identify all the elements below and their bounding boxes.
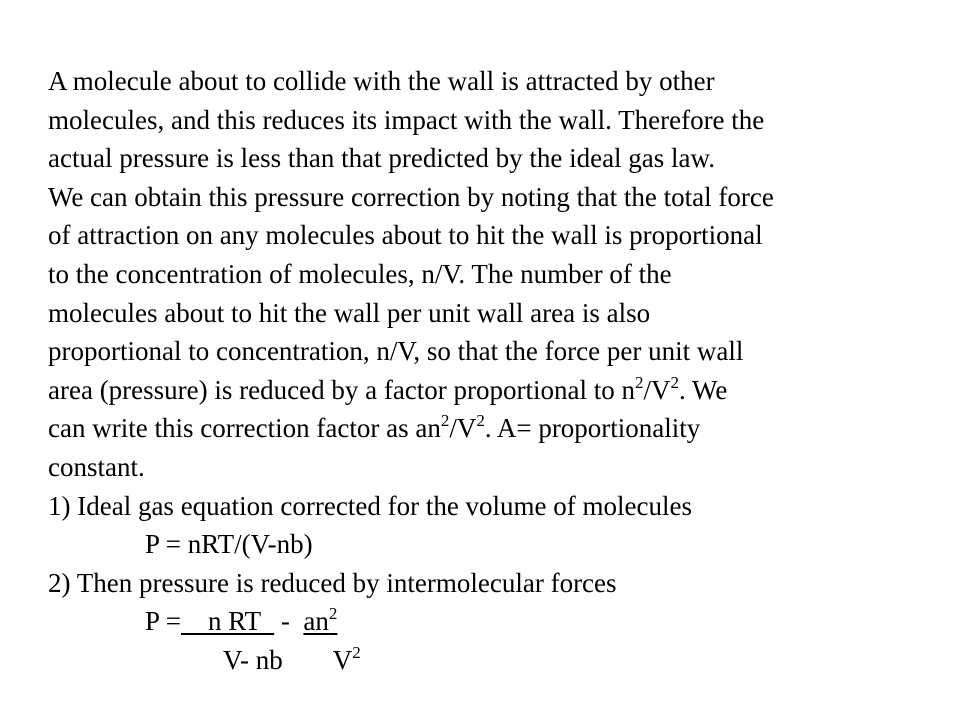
text-span: V bbox=[332, 644, 353, 675]
superscript: 2 bbox=[670, 372, 679, 392]
superscript: 2 bbox=[328, 604, 338, 624]
equation-correction-numerator bbox=[303, 606, 337, 636]
text-line: We can obtain this pressure correction by noting that the total force bbox=[48, 181, 774, 212]
text-line bbox=[48, 371, 928, 410]
text-span: can write this correction factor as an bbox=[48, 413, 441, 444]
equation-correction-denominator bbox=[332, 642, 361, 675]
text-line: of attraction on any molecules about to hit the wall is proportional bbox=[48, 220, 763, 251]
equation-2-numerator-row bbox=[48, 602, 928, 641]
text-line: constant. bbox=[48, 451, 145, 482]
body-text bbox=[48, 62, 928, 680]
superscript: 2 bbox=[440, 411, 450, 431]
equation-denominator: V- nb bbox=[223, 644, 283, 675]
text-line: to the concentration of molecules, n/V. The number of the bbox=[48, 258, 672, 289]
equation-2-denominator-row bbox=[48, 641, 928, 680]
text-line: A molecule about to collide with the wall is attracted by other bbox=[48, 66, 715, 96]
equation-minus: - bbox=[274, 606, 304, 637]
text-line: 2) Then pressure is reduced by intermolecular forces bbox=[48, 567, 617, 598]
superscript: 2 bbox=[476, 411, 485, 431]
text-span: an bbox=[303, 606, 329, 637]
equation-1: P = nRT/(V-nb) bbox=[145, 529, 313, 560]
text-line bbox=[48, 409, 928, 448]
equation-numerator: n RT bbox=[181, 606, 275, 637]
equation-lhs: P = bbox=[145, 606, 181, 637]
text-span: area (pressure) is reduced by a factor proportional to n bbox=[48, 374, 635, 405]
text-line: 1) Ideal gas equation corrected for the volume of molecules bbox=[48, 490, 692, 521]
text-span: . We bbox=[679, 374, 728, 405]
text-line: actual pressure is less than that predicted by the ideal gas law. bbox=[48, 143, 716, 174]
text-line: molecules, and this reduces its impact with the wall. Therefore the bbox=[48, 104, 765, 135]
text-span: /V bbox=[643, 374, 671, 405]
text-line: proportional to concentration, n/V, so that the force per unit wall bbox=[48, 336, 744, 367]
text-line: molecules about to hit the wall per unit wall area is also bbox=[48, 297, 651, 328]
superscript: 2 bbox=[352, 642, 361, 662]
superscript: 2 bbox=[635, 372, 644, 392]
text-span: . A= proportionality bbox=[484, 413, 701, 444]
text-span: /V bbox=[449, 413, 477, 444]
